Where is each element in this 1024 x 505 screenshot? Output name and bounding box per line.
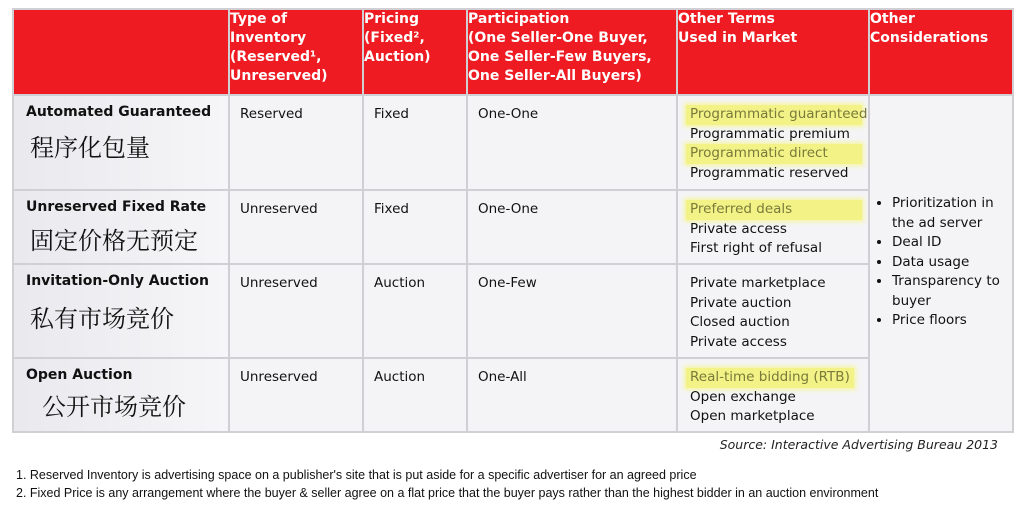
terms-cell — [677, 358, 869, 432]
considerations-list — [870, 194, 1012, 331]
header-inventory-l3: (Reserved¹, — [230, 49, 322, 65]
pricing-value: Auction — [374, 275, 426, 291]
term-item: Private access — [690, 220, 787, 237]
participation-cell — [467, 190, 677, 264]
deal-types-table-wrapper — [12, 8, 1012, 433]
list-item: • Price floors — [892, 311, 1012, 331]
header-pricing — [363, 9, 467, 95]
pricing-cell — [363, 358, 467, 432]
inventory-value: Unreserved — [240, 201, 318, 217]
header-other-terms-l1: Other Terms — [678, 11, 775, 27]
row-title-chinese: 固定价格无预定 — [30, 228, 198, 255]
row-title: Unreserved Fixed Rate — [26, 199, 207, 215]
terms-cell — [677, 95, 869, 190]
inventory-cell — [229, 358, 363, 432]
participation-value: One-Few — [478, 275, 537, 291]
header-considerations-l2: Considerations — [870, 30, 989, 46]
list-item: • Deal ID — [892, 233, 1012, 253]
deal-types-table — [12, 8, 1014, 433]
header-participation-l4: One Seller-All Buyers) — [468, 68, 642, 84]
row-title-chinese: 私有市场竞价 — [30, 306, 174, 333]
participation-cell — [467, 95, 677, 190]
term-item: Programmatic reserved — [690, 164, 849, 181]
row-title-chinese: 公开市场竞价 — [42, 394, 186, 421]
header-participation-l2: (One Seller-One Buyer, — [468, 30, 648, 46]
term-item: Preferred deals — [686, 200, 862, 220]
inventory-cell — [229, 264, 363, 358]
table-row — [13, 95, 1013, 190]
header-participation — [467, 9, 677, 95]
term-item: Programmatic guaranteed — [686, 105, 862, 125]
header-inventory-l1: Type of — [230, 11, 288, 27]
pricing-value: Auction — [374, 369, 426, 385]
header-participation-l1: Participation — [468, 11, 570, 27]
header-inventory — [229, 9, 363, 95]
term-item: Private marketplace — [690, 275, 826, 291]
considerations-cell — [869, 95, 1013, 432]
term-item: Programmatic direct — [686, 144, 862, 164]
inventory-value: Reserved — [240, 106, 303, 122]
header-inventory-l2: Inventory — [230, 30, 307, 46]
row-header — [13, 264, 229, 358]
row-header — [13, 190, 229, 264]
header-other-considerations — [869, 9, 1013, 95]
header-inventory-l4: Unreserved) — [230, 68, 328, 84]
inventory-cell — [229, 190, 363, 264]
footnote-2: 2. Fixed Price is any arrangement where the buyer & seller agree on a flat price that the buyer pays rather than the highest bidder in an auction environment — [16, 486, 879, 500]
term-item: Closed auction — [690, 314, 790, 330]
table-row — [13, 190, 1013, 264]
list-item: • Data usage — [892, 253, 1012, 273]
term-item: Private access — [690, 333, 787, 350]
table-row — [13, 264, 1013, 358]
row-header — [13, 358, 229, 432]
table-row — [13, 358, 1013, 432]
participation-value: One-One — [478, 201, 539, 217]
inventory-value: Unreserved — [240, 369, 318, 385]
footnotes — [16, 466, 878, 502]
pricing-cell — [363, 190, 467, 264]
header-other-terms-l2: Used in Market — [678, 30, 798, 46]
header-participation-l3: One Seller-Few Buyers, — [468, 49, 652, 65]
source-citation: Source: Interactive Advertising Bureau 2013 — [719, 437, 998, 452]
term-item: First right of refusal — [690, 240, 822, 256]
participation-value: One-All — [478, 369, 527, 385]
term-item: Real-time bidding (RTB) — [686, 368, 854, 388]
term-item: Open marketplace — [690, 408, 815, 424]
participation-cell — [467, 264, 677, 358]
terms-cell — [677, 264, 869, 358]
header-other-terms — [677, 9, 869, 95]
row-title: Open Auction — [26, 367, 133, 383]
row-title-chinese: 程序化包量 — [30, 135, 150, 162]
row-title: Automated Guaranteed — [26, 104, 212, 120]
row-header — [13, 95, 229, 190]
header-pricing-l3: Auction) — [364, 49, 431, 65]
row-title: Invitation-Only Auction — [26, 273, 209, 289]
participation-value: One-One — [478, 106, 539, 122]
header-pricing-l1: Pricing — [364, 11, 420, 27]
pricing-cell — [363, 264, 467, 358]
list-item: • Transparency to buyer — [892, 272, 1012, 311]
pricing-value: Fixed — [374, 106, 409, 122]
header-blank — [13, 9, 229, 95]
inventory-value: Unreserved — [240, 275, 318, 291]
header-considerations-l1: Other — [870, 11, 915, 27]
list-item: • Prioritization in the ad server — [892, 194, 1012, 233]
header-pricing-l2: (Fixed², — [364, 30, 425, 46]
participation-cell — [467, 358, 677, 432]
terms-cell — [677, 190, 869, 264]
header-row — [13, 9, 1013, 95]
inventory-cell — [229, 95, 363, 190]
term-item: Private auction — [690, 294, 792, 311]
footnote-1: 1. Reserved Inventory is advertising space on a publisher's site that is put aside for a specific advertiser for an agreed price — [16, 468, 697, 482]
pricing-cell — [363, 95, 467, 190]
term-item: Programmatic premium — [690, 125, 850, 142]
term-item: Open exchange — [690, 388, 796, 405]
pricing-value: Fixed — [374, 201, 409, 217]
